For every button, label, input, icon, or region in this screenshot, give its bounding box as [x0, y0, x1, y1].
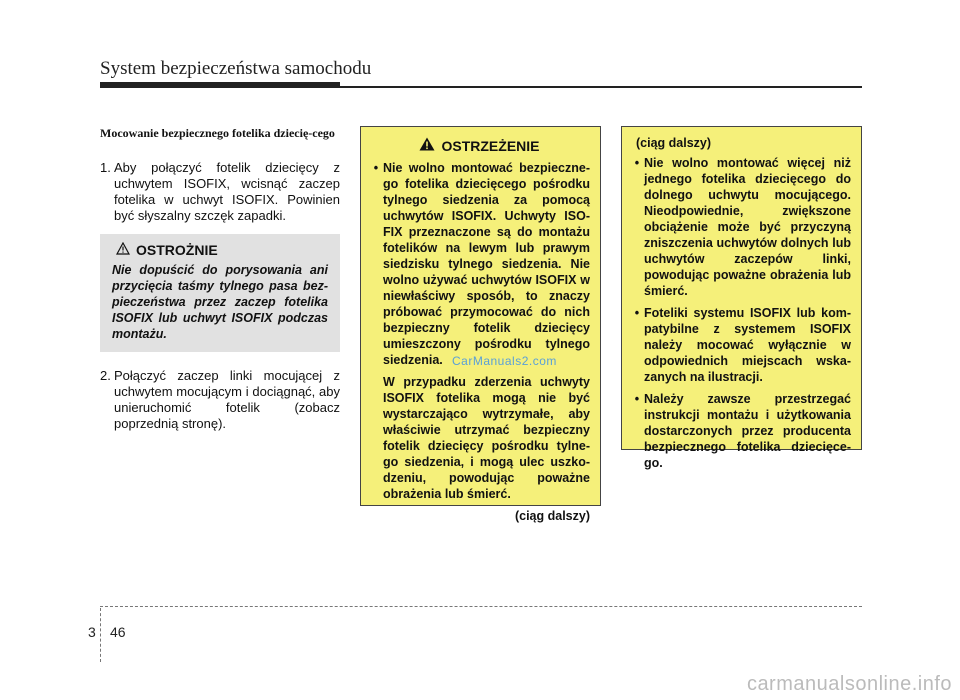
caution-body: Nie dopuścić do porysowania ani przycięcia taśmy tylnego pasa bez-pieczeństwa przez zaczep fotelika ISOFIX lub uchwyt ISOFIX podczas montażu. [112, 263, 328, 341]
warning-title: OSTRZEŻENIE [441, 137, 540, 154]
instruction-step-1 [100, 160, 340, 224]
caution-box [100, 234, 340, 352]
warning-paragraph: W przypadku zderzenia uchwyty ISOFIX fotelika mogą nie być wystarczająco wytrzymałe, aby właściwie utrzymać bezpieczny fotelik dziecięcy pośrodku tylne-go siedzenia, i mogą ulec uszko-dzeniu, powodując poważne obrażenia lub śmierć. [383, 375, 590, 501]
warning-continued-box [621, 126, 862, 470]
site-watermark: carmanualsonline.info [746, 673, 952, 695]
warning-title-row [369, 137, 590, 154]
continued-note: (ciąg dalszy) [514, 509, 590, 523]
warning-bullet-text: Nie wolno montować bezpieczne-go fotelika dziecięcego pośrodku tylnego siedzenia za pomocą uchwytów ISOFIX. Uchwyty ISO-FIX przeznaczone są do montażu fotelików na lewym lub prawym siedzisku tylnego siedzenia. Nie wolno używać uchwytów ISOFIX w niewłaściwy sposób, to znaczy próbować przymocować do nich bezpieczny fotelik dziecięcy umieszczony pośrodku tylnego siedzenia. [383, 161, 590, 367]
step-text: Połączyć zaczep linki mocującej z uchwytem mocującym i dociągnąć, aby unieruchomić fotelik (zobacz poprzednią stronę). [114, 368, 340, 431]
watermark-text: CarManuals2.com [452, 354, 557, 368]
warning-bullet [630, 391, 851, 471]
page-number: 46 [110, 624, 126, 640]
warning-bullet-text: Nie wolno montować więcej niż jednego fotelika dziecięcego do dolnego uchwytu mocującego. Nieodpowiednie, zwiększone obciążenie może być przyczyną zniszczenia uchwytów dolnych lub uchwytów zaczepów linki, powodując poważne obrażenia lub śmierć. [644, 156, 851, 298]
instruction-step-2 [100, 368, 340, 432]
warning-bullet [630, 305, 851, 385]
bullet-dot-icon: • [373, 161, 379, 175]
warning-bullet-text: Należy zawsze przestrzegać instrukcji montażu i użytkowania dostarczonych przez producenta bezpiecznego fotelika dziecięce-go. [644, 392, 851, 470]
warning-triangle-icon [419, 137, 435, 154]
chapter-number: 3 [88, 624, 96, 640]
page-header-title: System bezpieczeństwa samochodu [100, 58, 372, 79]
step-number: 1. [100, 160, 111, 175]
section-heading: Mocowanie bezpiecznego fotelika dziecię-cego [100, 126, 335, 140]
step-text: Aby połączyć fotelik dziecięcy z uchwytem ISOFIX, wcisnąć zaczep fotelika w uchwyt ISOFIX. Powinien być słyszalny szczęk zapadki. [114, 160, 340, 223]
warning-box [360, 126, 601, 523]
continued-header: (ciąg dalszy) [636, 136, 712, 150]
bullet-dot-icon: • [634, 306, 640, 320]
warning-bullet-text: Foteliki systemu ISOFIX lub kom-patybilne z systemem ISOFIX należy mocować wyłącznie w odpowiednich miejscach wska-zanych na ilustracji. [644, 306, 851, 384]
caution-title: OSTROŻNIE [136, 242, 218, 258]
step-number: 2. [100, 368, 111, 383]
footer-divider [100, 608, 101, 662]
bullet-dot-icon: • [634, 392, 640, 406]
warning-bullet [630, 155, 851, 299]
footer-rule [100, 606, 862, 607]
caution-triangle-icon [116, 242, 130, 258]
caution-title-row [116, 242, 328, 258]
header-rule [100, 86, 862, 88]
bullet-dot-icon: • [634, 156, 640, 170]
warning-bullet [369, 160, 590, 368]
